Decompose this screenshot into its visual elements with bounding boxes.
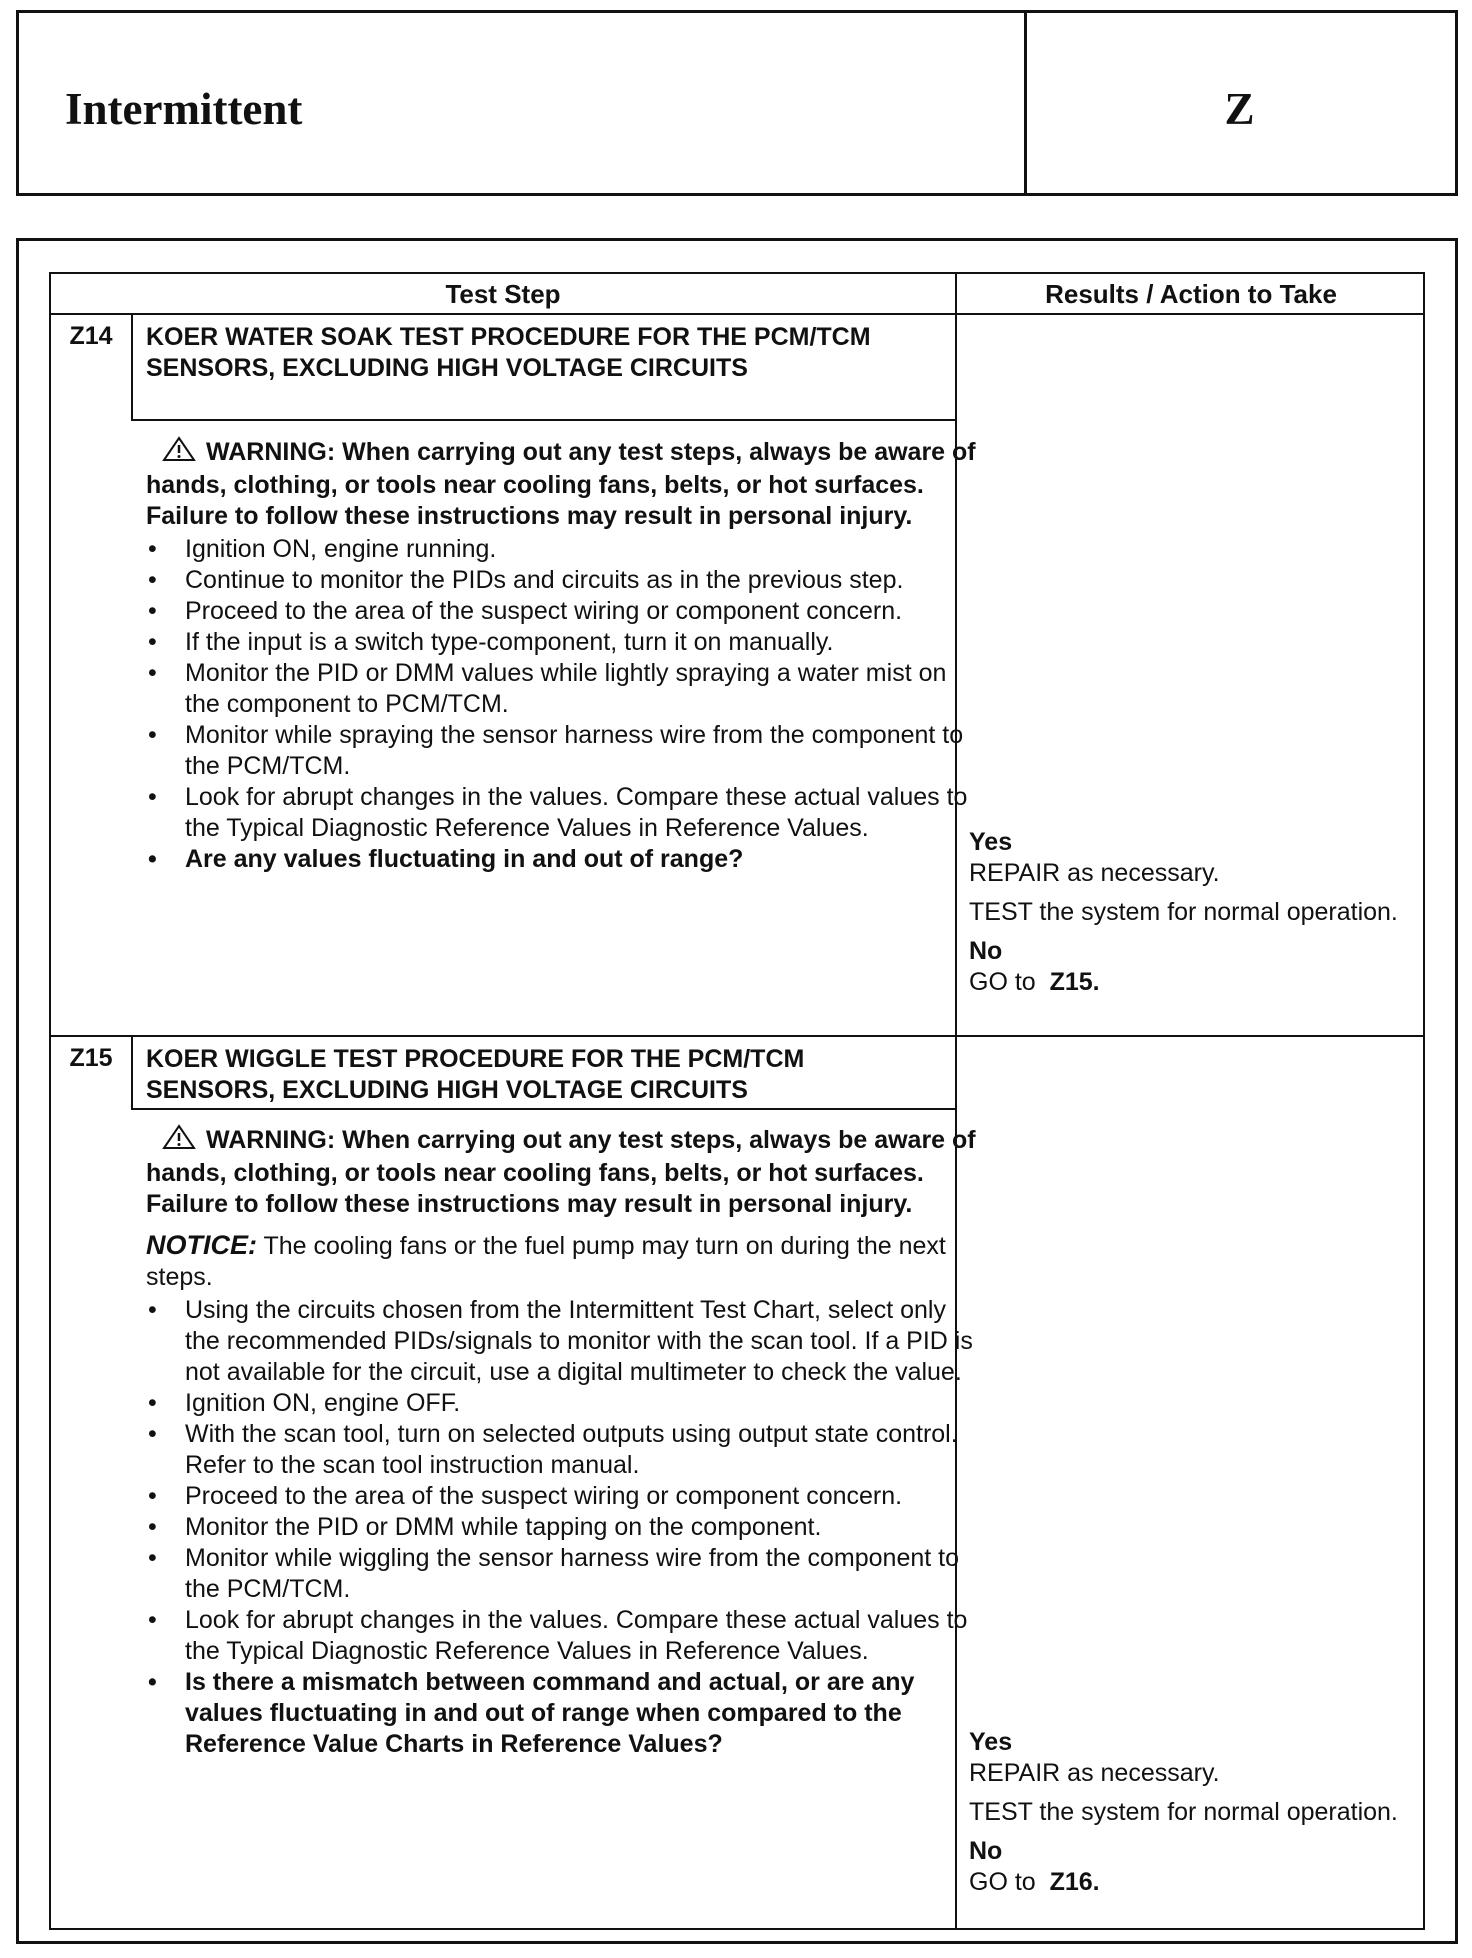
page-header (16, 10, 1458, 196)
yes-label: Yes (969, 1728, 1013, 1756)
yes-action: REPAIR as necessary. (969, 1759, 1220, 1787)
step-question: • Are any values fluctuating in and out of range? (146, 844, 976, 875)
list-item: • Ignition ON, engine running. (146, 534, 976, 565)
warning-triangle-icon (162, 436, 196, 470)
column-header-results: Results / Action to Take (1045, 279, 1337, 309)
step-results (969, 827, 1409, 998)
row-divider (51, 1035, 1423, 1037)
step-title: KOER WIGGLE TEST PROCEDURE FOR THE PCM/TCM SENSORS, EXCLUDING HIGH VOLTAGE CIRCUITS (146, 1045, 805, 1104)
z14-id-divider (131, 315, 133, 419)
step-id: Z15 (69, 1044, 113, 1072)
step-results (969, 1727, 1409, 1898)
yes-label: Yes (969, 828, 1013, 856)
list-item: • Monitor the PID or DMM while tapping on the component. (146, 1512, 976, 1543)
warning-text (146, 436, 976, 532)
warning-triangle-icon (162, 1124, 196, 1158)
step-reference: Z16. (1049, 1868, 1100, 1896)
step-reference: Z15. (1049, 968, 1100, 996)
no-label: No (969, 1837, 1003, 1865)
list-item: • Look for abrupt changes in the values. Compare these actual values to the Typical Diagnostic Reference Values in Reference Values. (146, 782, 976, 844)
list-item: • Using the circuits chosen from the Intermittent Test Chart, select only the recommended PIDs/signals to monitor with the scan tool. If a PID is not available for the circuit, use a digital multimeter to check the value. (146, 1295, 976, 1388)
notice-message: The cooling fans or the fuel pump may turn on during the next steps. (146, 1232, 946, 1291)
notice-label: NOTICE: (146, 1230, 257, 1260)
step-id: Z14 (69, 322, 113, 350)
list-item: • Monitor while spraying the sensor harness wire from the component to the PCM/TCM. (146, 720, 976, 782)
warning-message: WARNING: When carrying out any test steps, always be aware of hands, clothing, or tools near cooling fans, belts, or hot surfaces. Failure to follow these instructions may result in personal injury. (146, 438, 976, 530)
list-item: • Look for abrupt changes in the values. Compare these actual values to the Typical Diagnostic Reference Values in Reference Values. (146, 1605, 976, 1667)
z15-title-divider (131, 1108, 955, 1110)
no-action: GO to Z16. (969, 1868, 1100, 1896)
step-title: KOER WATER SOAK TEST PROCEDURE FOR THE PCM/TCM SENSORS, EXCLUDING HIGH VOLTAGE CIRCUITS (146, 323, 871, 382)
step-instructions (146, 1295, 976, 1760)
list-item: • Ignition ON, engine OFF. (146, 1388, 976, 1419)
z15-id-divider (131, 1037, 133, 1108)
list-item: • Continue to monitor the PIDs and circuits as in the previous step. (146, 565, 976, 596)
list-item: • Proceed to the area of the suspect wiring or component concern. (146, 596, 976, 627)
column-header-test-step: Test Step (445, 279, 561, 309)
notice-text (146, 1230, 976, 1293)
list-item: • Monitor while wiggling the sensor harness wire from the component to the PCM/TCM. (146, 1543, 976, 1605)
header-row-divider (51, 313, 1423, 315)
step-instructions (146, 534, 976, 875)
step-body (146, 436, 976, 875)
list-item: • Proceed to the area of the suspect wiring or component concern. (146, 1481, 976, 1512)
step-body (146, 1124, 976, 1760)
no-action: GO to Z15. (969, 968, 1100, 996)
list-item: • Monitor the PID or DMM values while lightly spraying a water mist on the component to PCM/TCM. (146, 658, 976, 720)
section-title: Intermittent (65, 84, 303, 134)
no-label: No (969, 937, 1003, 965)
yes-action: TEST the system for normal operation. (969, 1798, 1398, 1826)
section-letter: Z (1224, 84, 1255, 134)
warning-text (146, 1124, 976, 1220)
yes-action: TEST the system for normal operation. (969, 898, 1398, 926)
warning-message: WARNING: When carrying out any test steps, always be aware of hands, clothing, or tools near cooling fans, belts, or hot surfaces. Failure to follow these instructions may result in personal injury. (146, 1126, 976, 1218)
z14-title-divider (131, 419, 955, 421)
step-question: • Is there a mismatch between command and actual, or are any values fluctuating in and out of range when compared to the Reference Value Charts in Reference Values? (146, 1667, 976, 1760)
yes-action: REPAIR as necessary. (969, 859, 1220, 887)
list-item: • With the scan tool, turn on selected outputs using output state control. Refer to the scan tool instruction manual. (146, 1419, 976, 1481)
list-item: • If the input is a switch type-component, turn it on manually. (146, 627, 976, 658)
test-step-table (49, 272, 1425, 1930)
